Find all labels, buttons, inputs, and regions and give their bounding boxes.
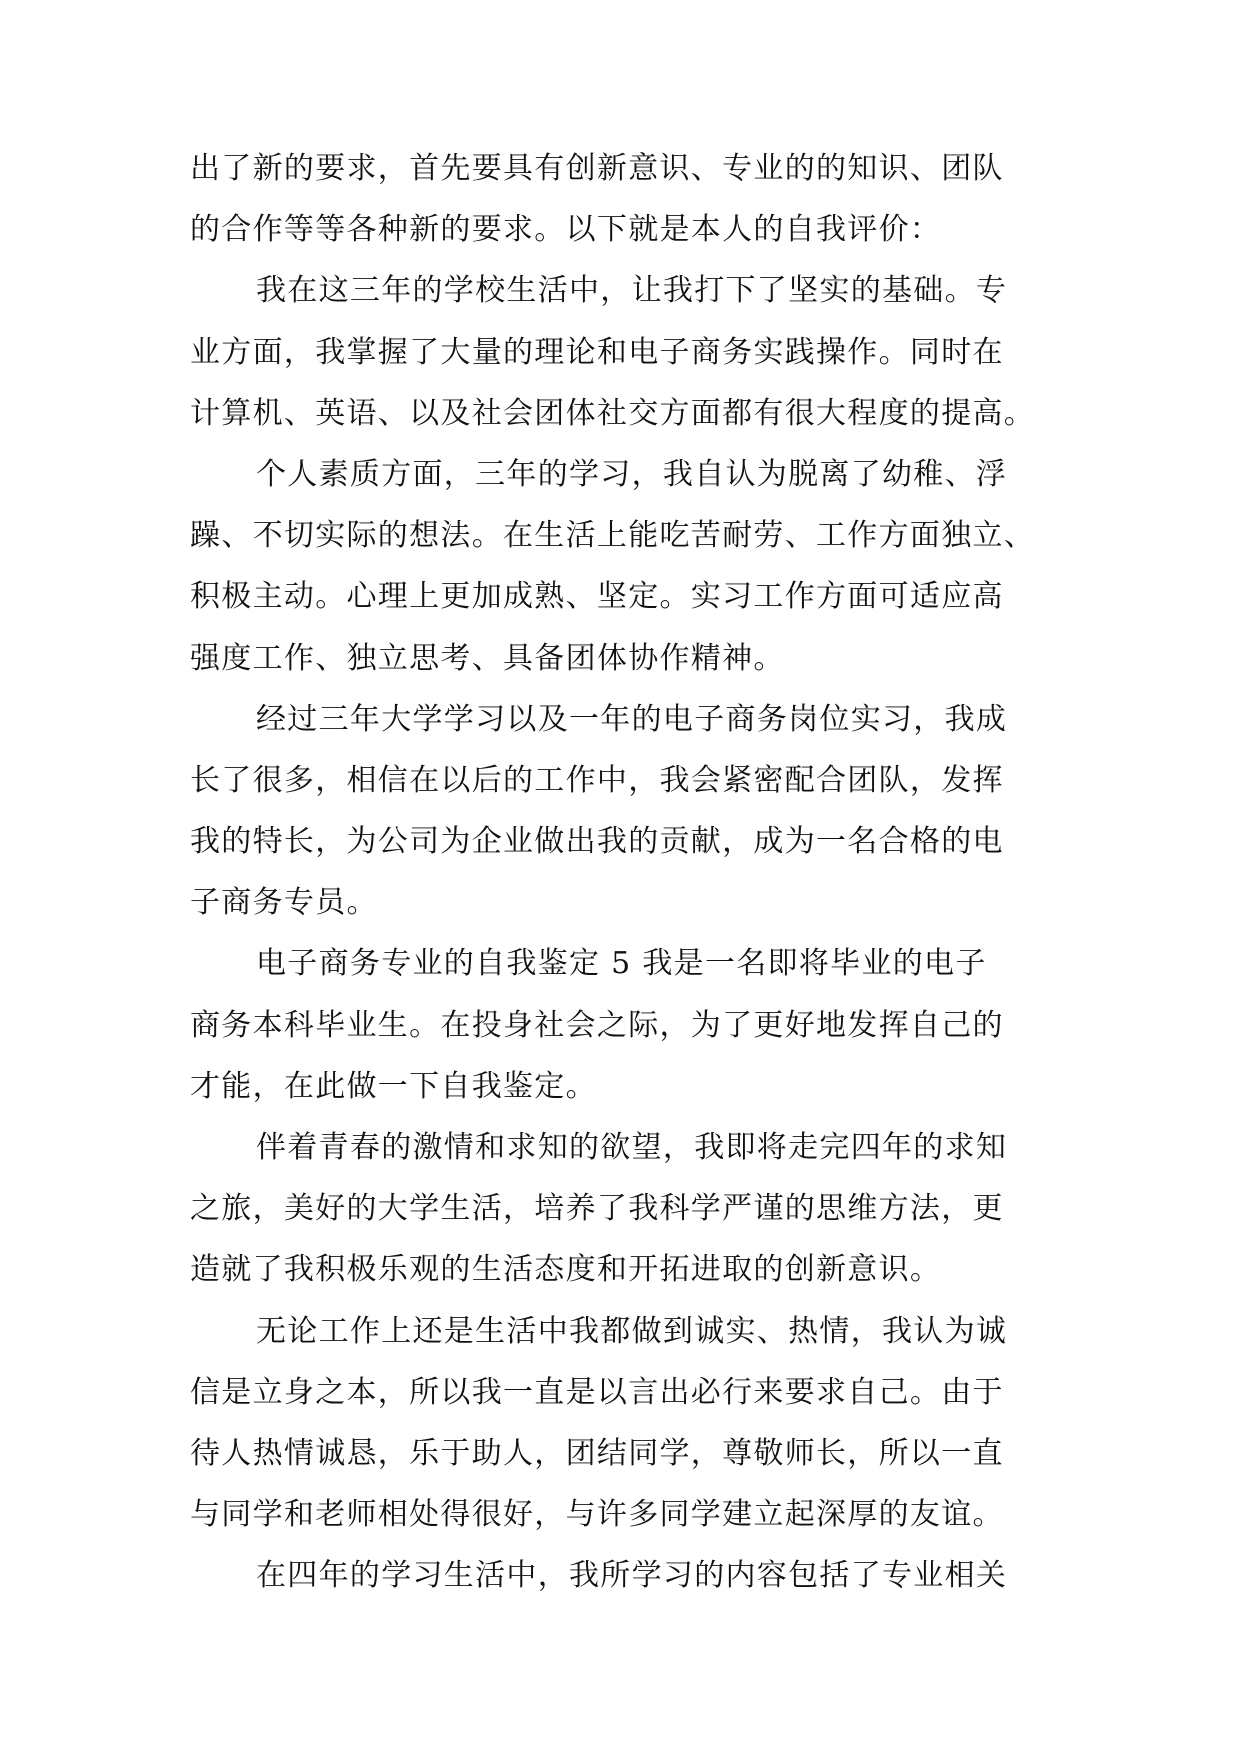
text-line: 才能，在此做一下自我鉴定。 [190, 1068, 597, 1104]
text-line: 在四年的学习生活中，我所学习的内容包括了专业相关 [256, 1558, 1008, 1594]
text-line: 积极主动。心理上更加成熟、坚定。实习工作方面可适应高 [190, 579, 1004, 615]
text-line: 商务本科毕业生。在投身社会之际，为了更好地发挥自己的 [190, 1007, 1004, 1043]
text-line: 之旅，美好的大学生活，培养了我科学严谨的思维方法，更 [190, 1191, 1004, 1227]
text-line: 造就了我积极乐观的生活态度和开拓进取的创新意识。 [190, 1252, 942, 1288]
text-line: 业方面，我掌握了大量的理论和电子商务实践操作。同时在 [190, 334, 1004, 370]
text-line: 与同学和老师相处得很好，与许多同学建立起深厚的友谊。 [190, 1497, 1004, 1533]
text-line: 强度工作、独立思考、具备团体协作精神。 [190, 640, 785, 676]
text-line: 无论工作上还是生活中我都做到诚实、热情，我认为诚 [256, 1313, 1008, 1349]
document-body [190, 138, 1056, 1607]
text-line: 躁、不切实际的想法。在生活上能吃苦耐劳、工作方面独立、 [190, 518, 1036, 554]
text-line: 电子商务专业的自我鉴定 5 我是一名即将毕业的电子 [256, 946, 987, 982]
text-line: 我在这三年的学校生活中，让我打下了坚实的基础。专 [256, 273, 1008, 309]
text-line: 子商务专员。 [190, 885, 378, 921]
text-line: 我的特长，为公司为企业做出我的贡献，成为一名合格的电 [190, 824, 1004, 860]
text-line: 出了新的要求，首先要具有创新意识、专业的的知识、团队 [190, 151, 1004, 186]
text-line: 信是立身之本，所以我一直是以言出必行来要求自己。由于 [190, 1374, 1004, 1410]
text-line: 经过三年大学学习以及一年的电子商务岗位实习，我成 [256, 701, 1008, 737]
text-line: 个人素质方面，三年的学习，我自认为脱离了幼稚、浮 [256, 456, 1008, 492]
text-line: 的合作等等各种新的要求。以下就是本人的自我评价： [190, 212, 942, 248]
text-line: 伴着青春的激情和求知的欲望，我即将走完四年的求知 [256, 1130, 1008, 1165]
text-line: 长了很多，相信在以后的工作中，我会紧密配合团队，发挥 [190, 762, 1004, 798]
text-line: 计算机、英语、以及社会团体社交方面都有很大程度的提高。 [190, 395, 1036, 431]
text-line: 待人热情诚恳，乐于助人，团结同学，尊敬师长，所以一直 [190, 1435, 1004, 1471]
